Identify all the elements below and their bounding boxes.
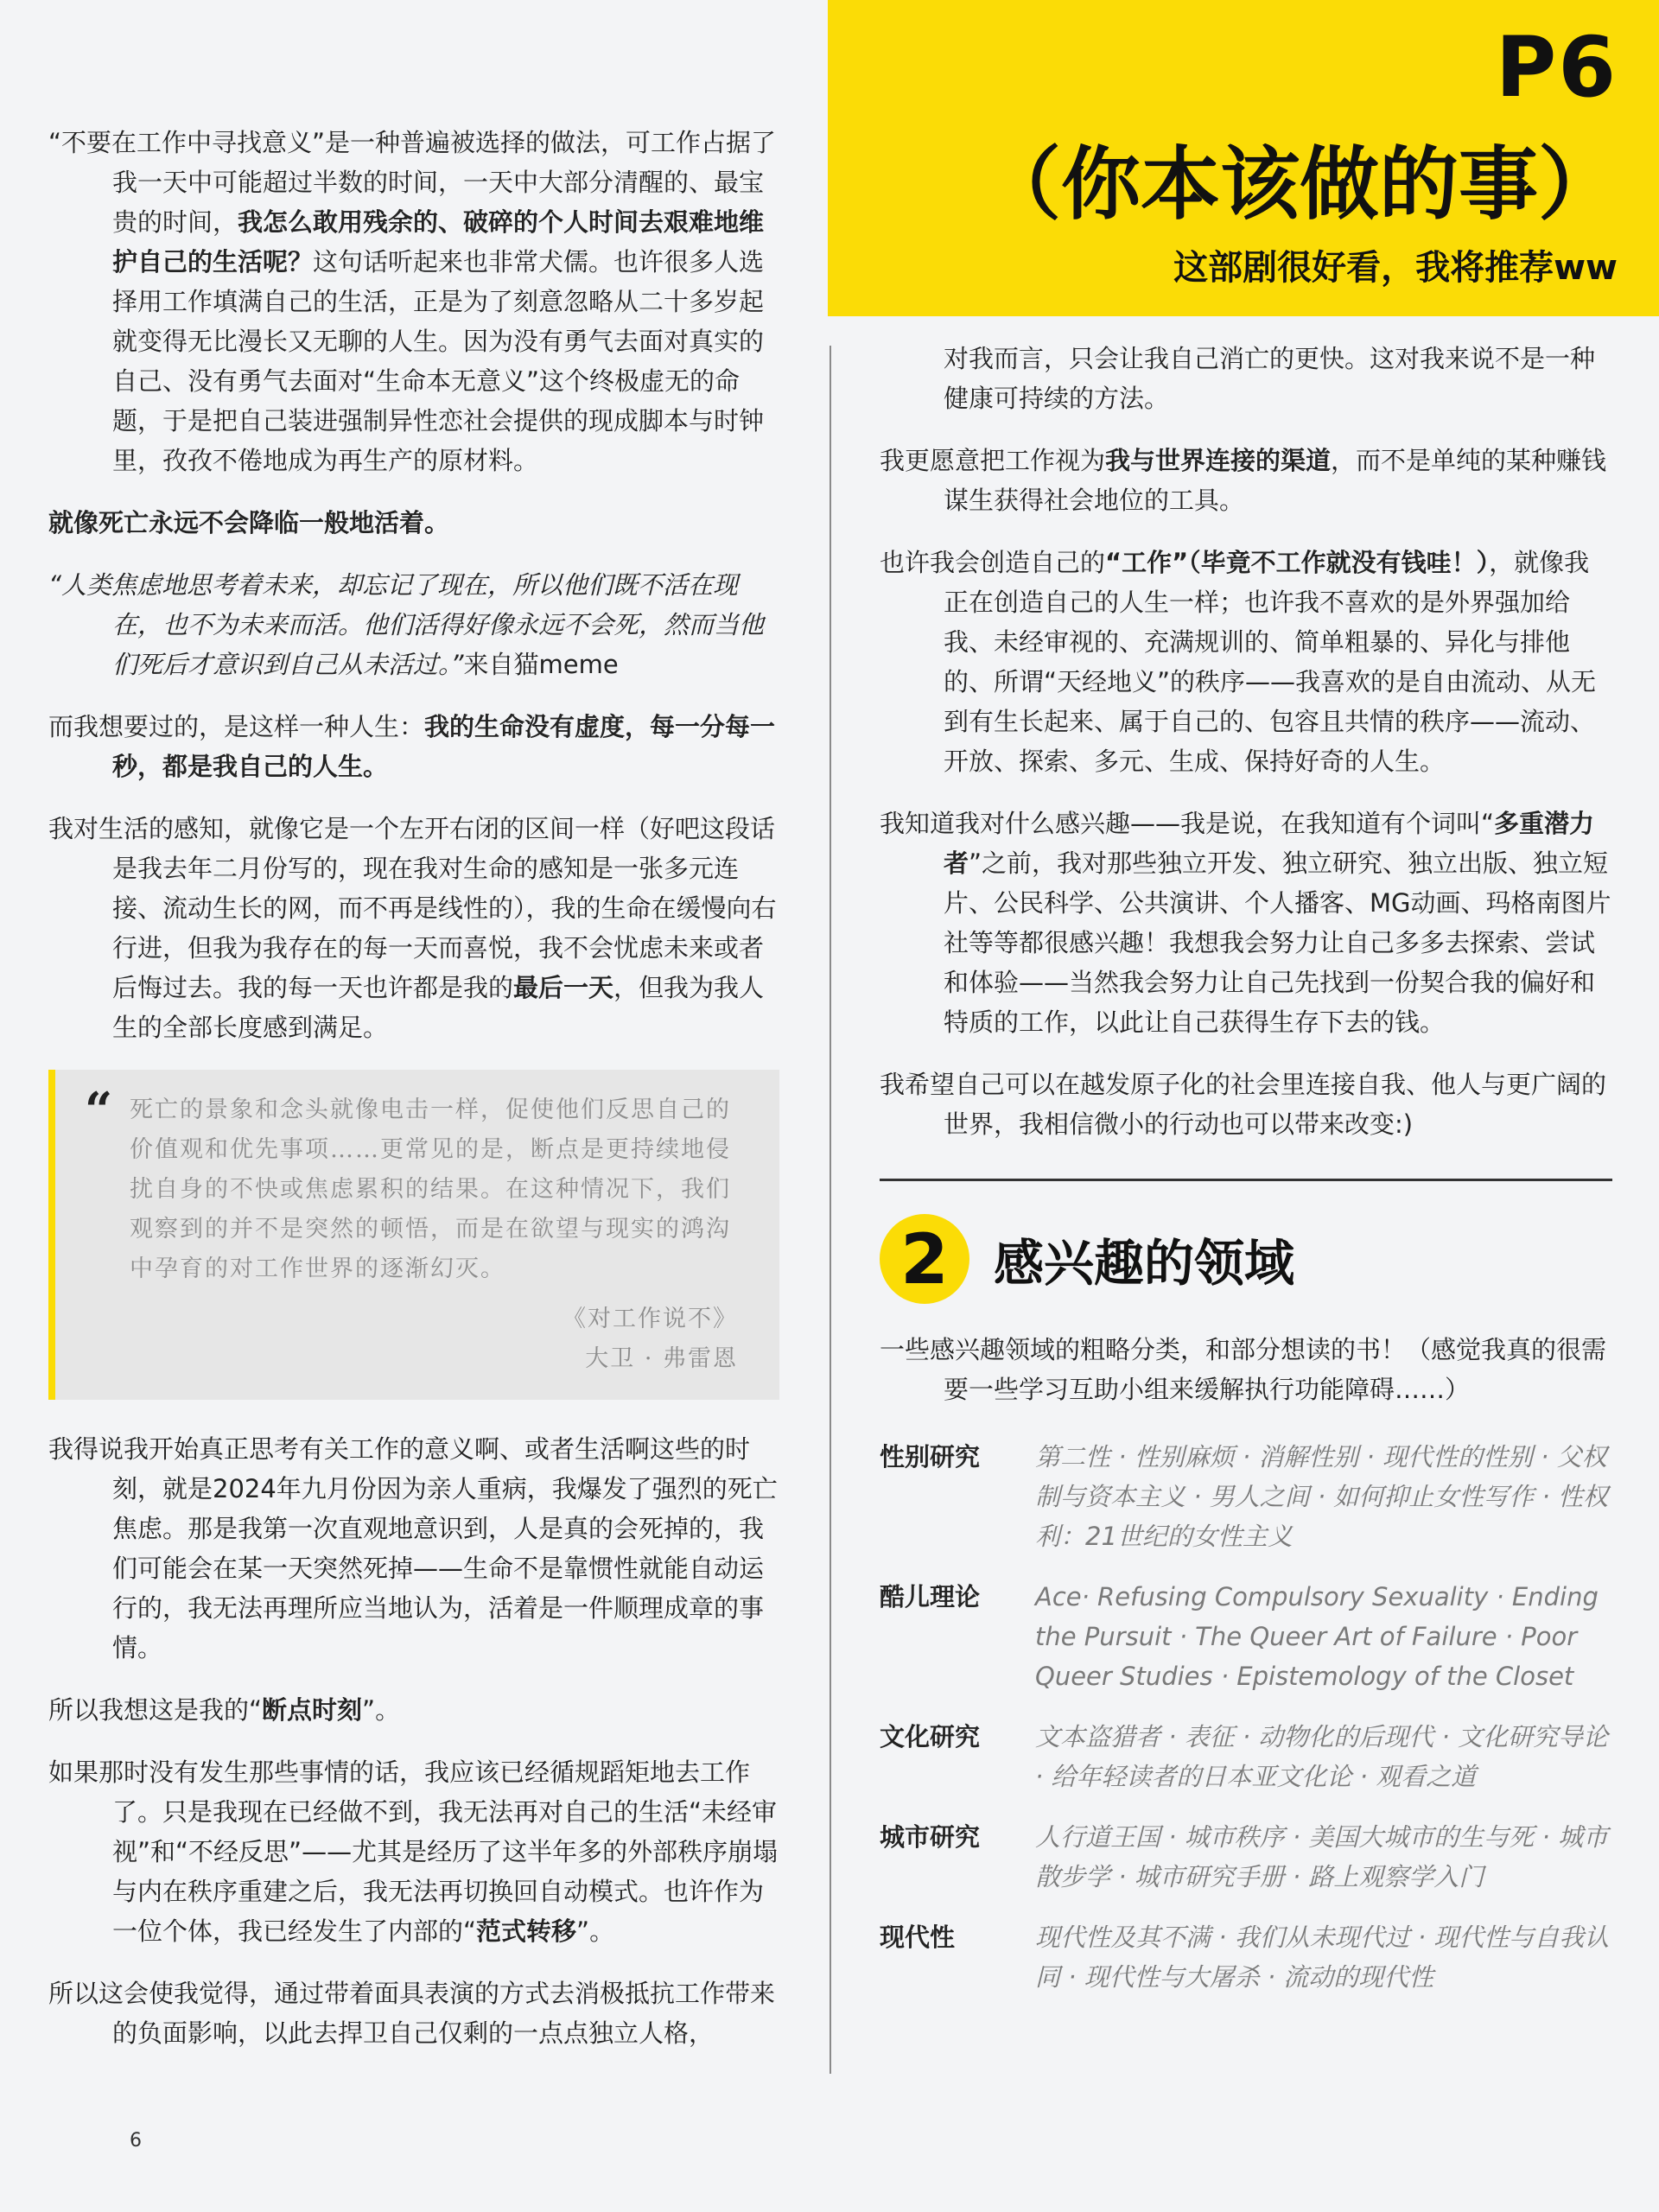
topic-row: [880, 1717, 1612, 1796]
right-column: [880, 339, 1612, 2018]
topic-label: 现代性: [880, 1923, 956, 1952]
paragraph: 我希望自己可以在越发原子化的社会里连接自我、他人与更广阔的世界，我相信微小的行动也可以带来改变:): [880, 1070, 1607, 1139]
topic-books: 第二性 · 性别麻烦 · 消解性别 · 现代性的性别 · 父权制与资本主义 · 男人之间 · 如何抑止女性写作 · 性权利：21世纪的女性主义: [1035, 1442, 1608, 1551]
section-heading: [880, 1214, 1612, 1304]
topic-row: [880, 1917, 1612, 1997]
page-number: 6: [130, 2130, 142, 2152]
page-subtitle: 这部剧很好看，我将推荐ww: [1173, 248, 1618, 288]
column-divider: [830, 346, 831, 2074]
topic-label: 城市研究: [880, 1822, 981, 1852]
section-intro: 一些感兴趣领域的粗略分类，和部分想读的书！（感觉我真的很需要一些学习互助小组来缓解执行功能障碍……）: [880, 1335, 1607, 1404]
topic-label: 酷儿理论: [880, 1582, 981, 1611]
left-column: [48, 123, 779, 2075]
topic-list: [880, 1437, 1612, 1997]
meme-quote-paragraph: “人类焦虑地思考着未来，却忘记了现在，所以他们既不活在现在，也不为未来而活。他们活得好像永远不会死，然而当他们死后才意识到自己从未活过。”来自猫meme: [48, 570, 765, 679]
paragraph: 我对生活的感知，就像它是一个左开右闭的区间一样（好吧这段话是我去年二月份写的，现在我对生命的感知是一张多元连接、流动生长的网，而不再是线性的），我的生命在缓慢向右行进，但我为我存在的每一天而喜悦，我不会忧虑未来或者后悔过去。我的每一天也许都是我的最后一天，但我为我人生的全部长度感到满足。: [48, 814, 777, 1042]
section-title: 感兴趣的领域: [994, 1234, 1295, 1293]
topic-books: 人行道王国 · 城市秩序 · 美国大城市的生与死 · 城市散步学 · 城市研究手册 · 路上观察学入门: [1035, 1822, 1608, 1891]
topic-books: 文本盗猎者 · 表征 · 动物化的后现代 · 文化研究导论 · 给年轻读者的日本亚文化论 · 观看之道: [1035, 1722, 1608, 1791]
paragraph: 也许我会创造自己的“工作”（毕竟不工作就没有钱哇！），就像我正在创造自己的人生一样；也许我不喜欢的是外界强加给我、未经审视的、充满规训的、简单粗暴的、异化与排他的、所谓“天经地义”的秩序——我喜欢的是自由流动、从无到有生长起来、属于自己的、包容且共情的秩序——流动、开放、探索、多元、生成、保持好奇的人生。: [880, 548, 1597, 776]
paragraph: “不要在工作中寻找意义”是一种普遍被选择的做法，可工作占据了我一天中可能超过半数的时间，一天中大部分清醒的、最宝贵的时间，我怎么敢用残余的、破碎的个人时间去艰难地维护自己的生活呢？这句话听起来也非常犬儒。也许很多人选择用工作填满自己的生活，正是为了刻意忽略从二十多岁起就变得无比漫长又无聊的人生。因为没有勇气去面对真实的自己、没有勇气去面对“生命本无意义”这个终极虚无的命题，于是把自己装进强制异性恋社会提供的现成脚本与时钟里，孜孜不倦地成为再生产的原材料。: [48, 128, 777, 475]
blockquote: [48, 1070, 779, 1400]
page-title: （你本该做的事）: [981, 138, 1618, 231]
header-banner: [828, 0, 1659, 316]
paragraph: 就像死亡永远不会降临一般地活着。: [48, 508, 450, 537]
quote-source: [130, 1300, 738, 1379]
topic-row: [880, 1437, 1612, 1556]
section-divider: [880, 1179, 1612, 1181]
page-tag: P6: [1495, 19, 1618, 116]
topic-books: 现代性及其不满 · 我们从未现代过 · 现代性与自我认同 · 现代性与大屠杀 · 流动的现代性: [1035, 1923, 1610, 1992]
paragraph: 我得说我开始真正思考有关工作的意义啊、或者生活啊这些的时刻，就是2024年九月份因为亲人重病，我爆发了强烈的死亡焦虑。那是我第一次直观地意识到，人是真的会死掉的，我们可能会在某一天突然死掉——生命不是靠惯性就能自动运行的，我无法再理所应当地认为，活着是一件顺理成章的事情。: [48, 1434, 778, 1662]
quote-mark-icon: “: [85, 1082, 113, 1139]
paragraph-continued: 对我而言，只会让我自己消亡的更快。这对我来说不是一种健康可持续的方法。: [944, 344, 1596, 413]
topic-books: Ace· Refusing Compulsory Sexuality · Ending the Pursuit · The Queer Art of Failure · Poor Queer Studies · Epistemology of the Closet: [1035, 1582, 1599, 1691]
topic-label: 文化研究: [880, 1722, 981, 1751]
section-number-badge: 2: [880, 1214, 969, 1304]
topic-label: 性别研究: [880, 1442, 981, 1471]
paragraph: 我更愿意把工作视为我与世界连接的渠道，而不是单纯的某种赚钱谋生获得社会地位的工具。: [880, 446, 1607, 515]
paragraph: 我知道我对什么感兴趣——我是说，在我知道有个词叫“多重潜力者”之前，我对那些独立开发、独立研究、独立出版、独立短片、公民科学、公共演讲、个人播客、MG动画、玛格南图片社等等都很感兴趣！我想我会努力让自己多多去探索、尝试和体验——当然我会努力让自己先找到一份契合我的偏好和特质的工作，以此让自己获得生存下去的钱。: [880, 809, 1611, 1037]
paragraph: 如果那时没有发生那些事情的话，我应该已经循规蹈矩地去工作了。只是我现在已经做不到，我无法再对自己的生活“未经审视”和“不经反思”——尤其是经历了这半年多的外部秩序崩塌与内在秩序重建之后，我无法再切换回自动模式。也许作为一位个体，我已经发生了内部的“范式转移”。: [48, 1758, 779, 1946]
topic-row: [880, 1577, 1612, 1696]
quote-book: 《对工作说不》: [563, 1306, 738, 1332]
paragraph: 而我想要过的，是这样一种人生：我的生命没有虚度，每一分每一秒，都是我自己的人生。: [48, 712, 776, 781]
paragraph: 所以这会使我觉得，通过带着面具表演的方式去消极抵抗工作带来的负面影响，以此去捍卫自己仅剩的一点点独立人格，: [48, 1979, 776, 2048]
topic-row: [880, 1817, 1612, 1897]
paragraph: 所以我想这是我的“断点时刻”。: [48, 1695, 401, 1725]
quote-text: 死亡的景象和念头就像电击一样，促使他们反思自己的价值观和优先事项……更常见的是，断点是更持续地侵扰自身的不快或焦虑累积的结果。在这种情况下，我们观察到的并不是突然的顿悟，而是在欲望与现实的鸿沟中孕育的对工作世界的逐渐幻灭。: [130, 1096, 731, 1282]
quote-author: 大卫 · 弗雷恩: [585, 1345, 738, 1372]
